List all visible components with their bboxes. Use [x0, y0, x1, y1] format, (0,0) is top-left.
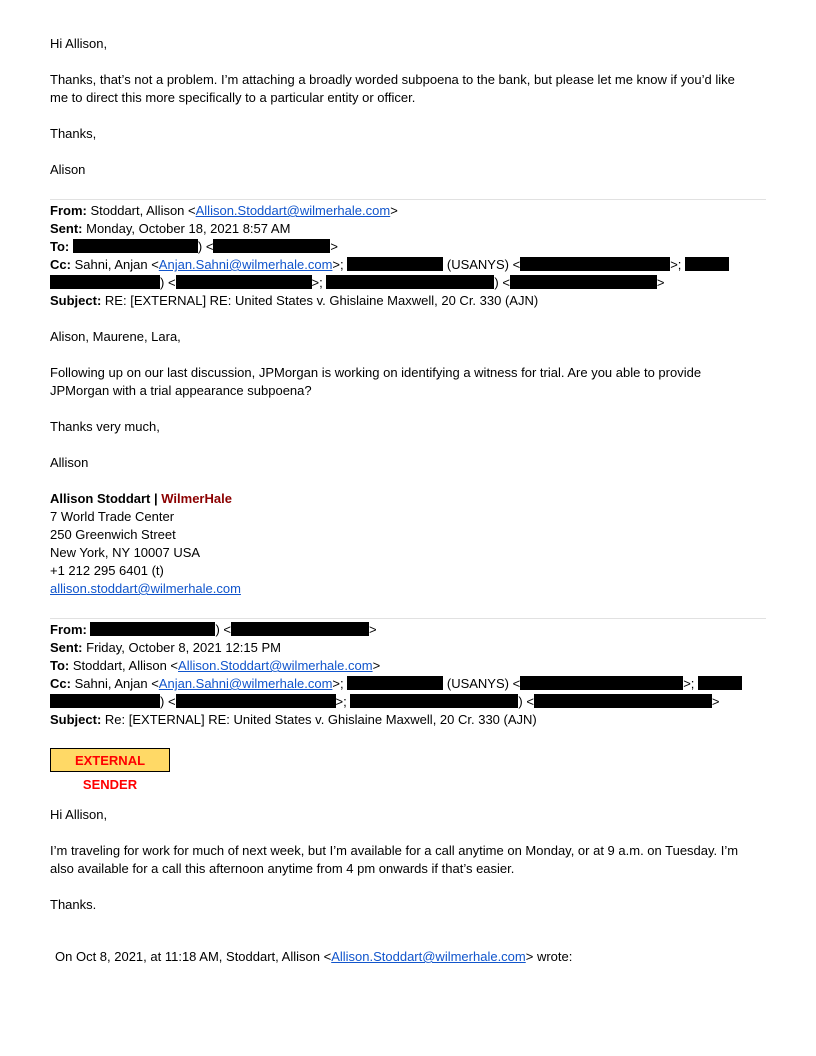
email2-cc-line	[50, 675, 742, 693]
punct: ) <	[494, 275, 510, 290]
cc-email-link[interactable]: Anjan.Sahni@wilmerhale.com	[158, 257, 333, 272]
redaction	[50, 275, 160, 289]
email2-greeting: Hi Allison,	[50, 807, 108, 822]
sig-email-link[interactable]: allison.stoddart@wilmerhale.com	[50, 581, 241, 596]
punct: >;	[311, 275, 327, 290]
email1-closing: Thanks very much,	[50, 419, 160, 434]
to-label: To:	[50, 239, 70, 254]
divider	[50, 199, 766, 200]
to-label: To:	[50, 658, 70, 673]
email2-cc-line-2	[50, 693, 720, 711]
punct: >	[711, 694, 720, 709]
redaction	[231, 622, 369, 636]
punct: ) <	[197, 239, 214, 254]
sent-label: Sent:	[50, 640, 83, 655]
redaction	[350, 694, 518, 708]
email1-signature: Allison	[50, 455, 89, 470]
cc-label: Cc:	[50, 257, 71, 272]
reply-body-line-1: Thanks, that’s not a problem. I’m attaching a broadly worded subpoena to the bank, but please let me know if you’d like	[50, 72, 735, 87]
cc-label: Cc:	[50, 676, 71, 691]
redaction	[50, 694, 160, 708]
sig-address-3: New York, NY 10007 USA	[50, 545, 201, 560]
punct: ) <	[160, 694, 176, 709]
email1-cc-line	[50, 256, 729, 274]
sig-email-line	[50, 580, 241, 598]
sig-address-2: 250 Greenwich Street	[50, 527, 176, 542]
email1-salutation: Alison, Maurene, Lara,	[50, 329, 181, 344]
redaction	[510, 275, 657, 289]
divider	[50, 618, 766, 619]
redaction	[176, 694, 336, 708]
punct: >	[369, 622, 377, 637]
sig-separator: |	[150, 491, 162, 506]
email2-closing: Thanks.	[50, 897, 97, 912]
punct: >;	[683, 676, 699, 691]
cc-name: Sahni, Anjan <	[74, 676, 159, 691]
punct: ) <	[215, 622, 232, 637]
punct: >;	[670, 257, 686, 272]
quote-prefix: On Oct 8, 2021, at 11:18 AM, Stoddart, Allison <	[55, 949, 332, 964]
reply-body-line-2: me to direct this more specifically to a particular entity or officer.	[50, 90, 416, 105]
email1-body-line-2: JPMorgan with a trial appearance subpoena?	[50, 383, 312, 398]
reply-closing: Thanks,	[50, 126, 97, 141]
email2-subject-line	[50, 711, 537, 729]
to-email-link[interactable]: Allison.Stoddart@wilmerhale.com	[178, 658, 373, 673]
sig-firm: WilmerHale	[161, 491, 232, 506]
subject-label: Subject:	[50, 293, 102, 308]
sent-value: Friday, October 8, 2021 12:15 PM	[86, 640, 281, 655]
email2-body-line-2: also available for a call this afternoon anytime from 4 pm onwards if that’s easier.	[50, 861, 515, 876]
redaction	[347, 676, 443, 690]
subject-value: RE: [EXTERNAL] RE: United States v. Ghislaine Maxwell, 20 Cr. 330 (AJN)	[104, 293, 539, 308]
cc-org: (USANYS) <	[446, 257, 521, 272]
signature-header	[50, 490, 232, 508]
reply-greeting: Hi Allison,	[50, 36, 108, 51]
sent-label: Sent:	[50, 221, 83, 236]
redaction	[347, 257, 443, 271]
redaction	[90, 622, 215, 636]
email2-body-line-1: I’m traveling for work for much of next week, but I’m available for a call anytime on Monday, or at 9 a.m. on Tuesday. I’m	[50, 843, 739, 858]
punct: >	[390, 203, 398, 218]
punct: ) <	[518, 694, 534, 709]
email2-sent-line	[50, 639, 281, 657]
quote-email-link[interactable]: Allison.Stoddart@wilmerhale.com	[331, 949, 526, 964]
punct: >	[656, 275, 665, 290]
email2-from-line	[50, 621, 377, 639]
email1-body-line-1: Following up on our last discussion, JPMorgan is working on identifying a witness for trial. Are you able to provide	[50, 365, 702, 380]
redaction	[520, 257, 670, 271]
email1-subject-line	[50, 292, 538, 310]
redaction	[534, 694, 712, 708]
subject-value: Re: [EXTERNAL] RE: United States v. Ghislaine Maxwell, 20 Cr. 330 (AJN)	[104, 712, 537, 727]
redaction	[176, 275, 312, 289]
email1-sent-line	[50, 220, 290, 238]
email2-to-line	[50, 657, 380, 675]
from-label: From:	[50, 203, 87, 218]
reply-signature: Alison	[50, 162, 86, 177]
cc-org: (USANYS) <	[446, 676, 521, 691]
punct: ) <	[160, 275, 176, 290]
redaction	[73, 239, 198, 253]
quote-suffix: > wrote:	[525, 949, 573, 964]
to-name: Stoddart, Allison <	[72, 658, 179, 673]
quoted-header	[55, 948, 572, 966]
from-name: Stoddart, Allison <	[90, 203, 196, 218]
cc-email-link[interactable]: Anjan.Sahni@wilmerhale.com	[158, 676, 333, 691]
sent-value: Monday, October 18, 2021 8:57 AM	[86, 221, 291, 236]
punct: >	[330, 239, 339, 254]
redaction	[685, 257, 729, 271]
redaction	[520, 676, 683, 690]
redaction	[698, 676, 742, 690]
cc-name: Sahni, Anjan <	[74, 257, 159, 272]
punct: >	[372, 658, 381, 673]
subject-label: Subject:	[50, 712, 102, 727]
sig-name: Allison Stoddart	[50, 491, 151, 506]
from-label: From:	[50, 622, 87, 637]
redaction	[326, 275, 494, 289]
email1-cc-line-2	[50, 274, 665, 292]
punct: >;	[332, 676, 348, 691]
from-email-link[interactable]: Allison.Stoddart@wilmerhale.com	[195, 203, 391, 218]
punct: >;	[332, 257, 348, 272]
email1-to-line	[50, 238, 338, 256]
external-sender-banner: EXTERNAL SENDER	[50, 748, 170, 772]
sig-address-1: 7 World Trade Center	[50, 509, 175, 524]
sig-phone: +1 212 295 6401 (t)	[50, 563, 164, 578]
redaction	[213, 239, 330, 253]
punct: >;	[335, 694, 351, 709]
email1-from-line	[50, 202, 398, 220]
